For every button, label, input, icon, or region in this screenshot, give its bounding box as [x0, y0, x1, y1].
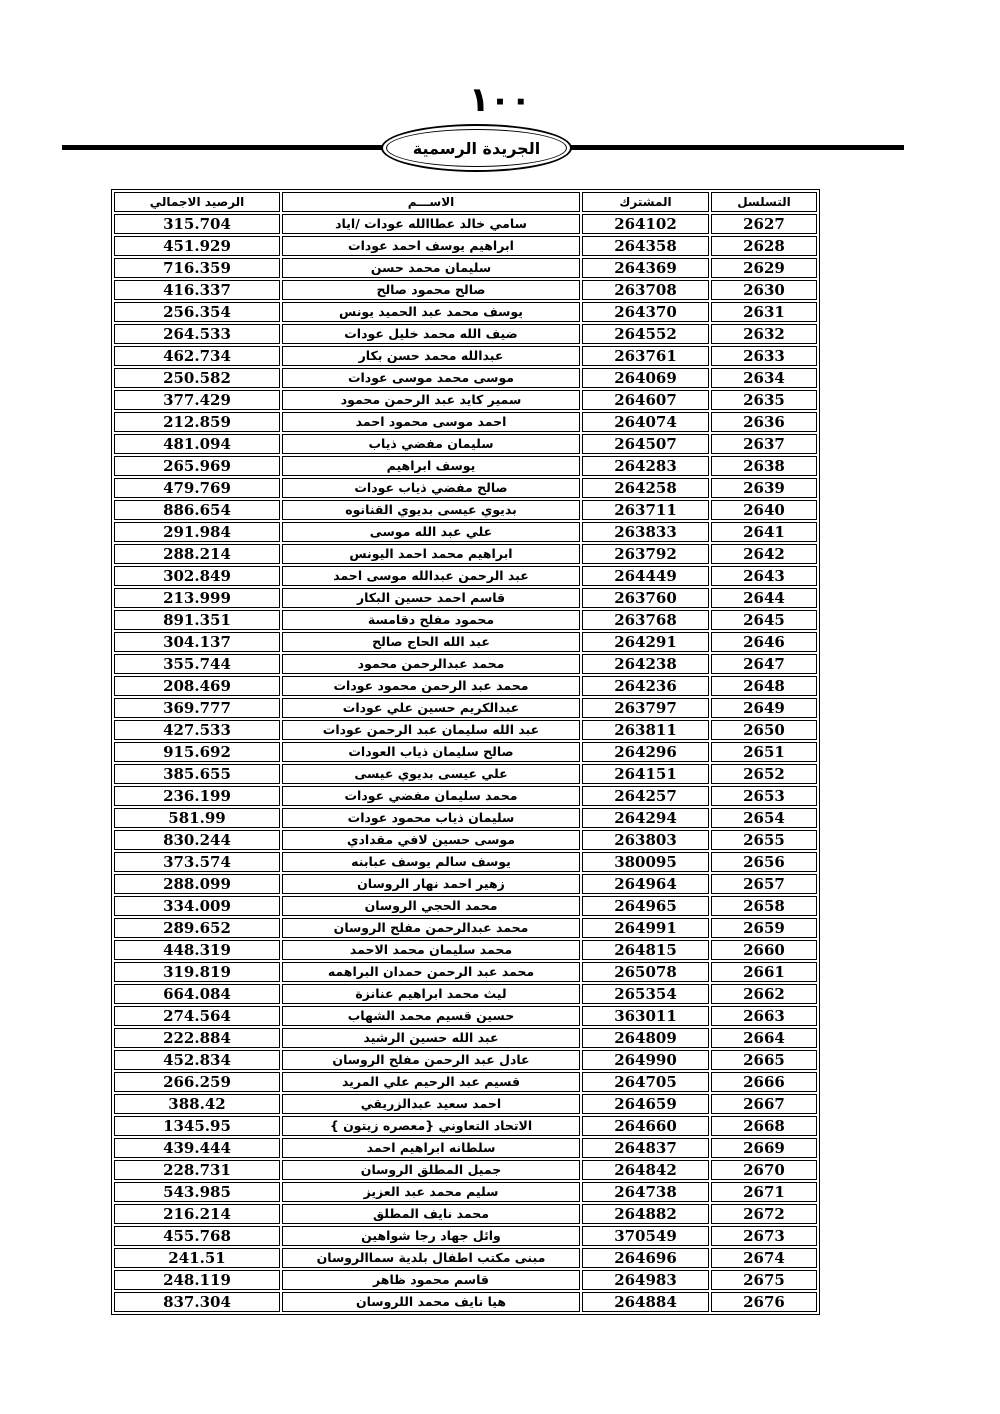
cell-name: علي عيسى بديوي عيسى	[282, 764, 580, 784]
cell-balance: 543.985	[114, 1182, 280, 1202]
cell-name: احمد موسى محمود احمد	[282, 412, 580, 432]
cell-balance: 716.359	[114, 258, 280, 278]
cell-balance: 334.009	[114, 896, 280, 916]
cell-balance: 266.259	[114, 1072, 280, 1092]
cell-serial: 2672	[711, 1204, 817, 1224]
header-serial: التسلسل	[711, 192, 817, 212]
table-row	[114, 742, 817, 762]
table-row	[114, 1116, 817, 1136]
cell-subscriber: 264258	[582, 478, 709, 498]
cell-balance: 291.984	[114, 522, 280, 542]
cell-balance: 462.734	[114, 346, 280, 366]
cell-subscriber: 264842	[582, 1160, 709, 1180]
table-row	[114, 478, 817, 498]
cell-name: يوسف ابراهيم	[282, 456, 580, 476]
table-row	[114, 918, 817, 938]
cell-balance: 216.214	[114, 1204, 280, 1224]
cell-name: الاتحاد التعاوني {معصره زيتون }	[282, 1116, 580, 1136]
table-row	[114, 302, 817, 322]
cell-balance: 1345.95	[114, 1116, 280, 1136]
cell-serial: 2660	[711, 940, 817, 960]
table-row	[114, 654, 817, 674]
cell-name: ابراهيم محمد احمد اليونس	[282, 544, 580, 564]
cell-balance: 886.654	[114, 500, 280, 520]
table-row	[114, 1050, 817, 1070]
cell-name: محمد سليمان مفضي عودات	[282, 786, 580, 806]
cell-name: عبد الله حسين الرشيد	[282, 1028, 580, 1048]
cell-balance: 264.533	[114, 324, 280, 344]
table-row	[114, 214, 817, 234]
cell-subscriber: 264991	[582, 918, 709, 938]
cell-serial: 2662	[711, 984, 817, 1004]
cell-balance: 289.652	[114, 918, 280, 938]
cell-subscriber: 263803	[582, 830, 709, 850]
cell-balance: 236.199	[114, 786, 280, 806]
cell-serial: 2654	[711, 808, 817, 828]
cell-subscriber: 264809	[582, 1028, 709, 1048]
cell-subscriber: 264990	[582, 1050, 709, 1070]
table-header-row	[114, 192, 817, 212]
cell-subscriber: 264236	[582, 676, 709, 696]
cell-balance: 265.969	[114, 456, 280, 476]
cell-balance: 385.655	[114, 764, 280, 784]
cell-balance: 891.351	[114, 610, 280, 630]
cell-subscriber: 264370	[582, 302, 709, 322]
cell-subscriber: 264815	[582, 940, 709, 960]
cell-serial: 2643	[711, 566, 817, 586]
table-row	[114, 1160, 817, 1180]
cell-balance: 830.244	[114, 830, 280, 850]
cell-subscriber: 370549	[582, 1226, 709, 1246]
cell-serial: 2667	[711, 1094, 817, 1114]
cell-balance: 388.42	[114, 1094, 280, 1114]
cell-balance: 213.999	[114, 588, 280, 608]
cell-serial: 2641	[711, 522, 817, 542]
cell-name: زهير احمد نهار الروسان	[282, 874, 580, 894]
cell-serial: 2629	[711, 258, 817, 278]
cell-serial: 2634	[711, 368, 817, 388]
cell-name: عبد الرحمن عبدالله موسى احمد	[282, 566, 580, 586]
cell-serial: 2649	[711, 698, 817, 718]
cell-balance: 222.884	[114, 1028, 280, 1048]
cell-subscriber: 264660	[582, 1116, 709, 1136]
cell-name: قاسم احمد حسين البكار	[282, 588, 580, 608]
cell-serial: 2633	[711, 346, 817, 366]
cell-serial: 2676	[711, 1292, 817, 1312]
cell-name: موسى حسين لافي مقدادي	[282, 830, 580, 850]
cell-subscriber: 263797	[582, 698, 709, 718]
cell-subscriber: 263708	[582, 280, 709, 300]
cell-balance: 455.768	[114, 1226, 280, 1246]
cell-subscriber: 363011	[582, 1006, 709, 1026]
cell-subscriber: 264449	[582, 566, 709, 586]
table-row	[114, 1094, 817, 1114]
cell-serial: 2670	[711, 1160, 817, 1180]
cell-subscriber: 264552	[582, 324, 709, 344]
table-row	[114, 368, 817, 388]
cell-serial: 2664	[711, 1028, 817, 1048]
cell-balance: 448.319	[114, 940, 280, 960]
cell-serial: 2648	[711, 676, 817, 696]
cell-name: صالح محمود صالح	[282, 280, 580, 300]
cell-serial: 2638	[711, 456, 817, 476]
cell-name: صالح مفضي ذياب عودات	[282, 478, 580, 498]
cell-name: قسيم عبد الرحيم علي المريد	[282, 1072, 580, 1092]
cell-serial: 2644	[711, 588, 817, 608]
cell-name: سليم محمد عبد العزيز	[282, 1182, 580, 1202]
cell-subscriber: 263711	[582, 500, 709, 520]
cell-balance: 416.337	[114, 280, 280, 300]
cell-name: عبد الله سليمان عبد الرحمن عودات	[282, 720, 580, 740]
cell-subscriber: 264283	[582, 456, 709, 476]
page-number: ١٠٠	[468, 80, 532, 120]
table-row	[114, 1248, 817, 1268]
table-row	[114, 610, 817, 630]
cell-balance: 256.354	[114, 302, 280, 322]
cell-serial: 2675	[711, 1270, 817, 1290]
cell-serial: 2671	[711, 1182, 817, 1202]
cell-subscriber: 264607	[582, 390, 709, 410]
cell-name: وائل جهاد رجا شواهين	[282, 1226, 580, 1246]
table-row	[114, 632, 817, 652]
cell-name: عبد الله الحاج صالح	[282, 632, 580, 652]
cell-balance: 377.429	[114, 390, 280, 410]
cell-serial: 2647	[711, 654, 817, 674]
cell-serial: 2640	[711, 500, 817, 520]
cell-name: سليمان ذياب محمود عودات	[282, 808, 580, 828]
records-table	[111, 189, 820, 1315]
cell-name: ليث محمد ابراهيم عنانزة	[282, 984, 580, 1004]
table-row	[114, 412, 817, 432]
cell-balance: 319.819	[114, 962, 280, 982]
cell-name: عبدالكريم حسين علي عودات	[282, 698, 580, 718]
table-row	[114, 1072, 817, 1092]
cell-balance: 274.564	[114, 1006, 280, 1026]
cell-serial: 2636	[711, 412, 817, 432]
header-balance: الرصيد الاجمالي	[114, 192, 280, 212]
cell-balance: 481.094	[114, 434, 280, 454]
cell-subscriber: 263760	[582, 588, 709, 608]
table-row	[114, 390, 817, 410]
table-body	[114, 214, 817, 1312]
cell-balance: 479.769	[114, 478, 280, 498]
cell-subscriber: 264659	[582, 1094, 709, 1114]
table-row	[114, 984, 817, 1004]
cell-balance: 837.304	[114, 1292, 280, 1312]
cell-balance: 248.119	[114, 1270, 280, 1290]
cell-subscriber: 264882	[582, 1204, 709, 1224]
cell-balance: 250.582	[114, 368, 280, 388]
cell-balance: 452.834	[114, 1050, 280, 1070]
cell-name: ضيف الله محمد خليل عودات	[282, 324, 580, 344]
cell-subscriber: 264069	[582, 368, 709, 388]
journal-title: الجريدة الرسمية	[412, 138, 541, 158]
cell-name: بديوي عيسى بديوي القنانوه	[282, 500, 580, 520]
table-row	[114, 940, 817, 960]
cell-subscriber: 264074	[582, 412, 709, 432]
cell-name: مبنى مكتب اطفال بلدية سماالروسان	[282, 1248, 580, 1268]
cell-name: هيا نايف محمد اللروسان	[282, 1292, 580, 1312]
cell-subscriber: 264964	[582, 874, 709, 894]
cell-name: احمد سعيد عبدالزريقي	[282, 1094, 580, 1114]
cell-subscriber: 380095	[582, 852, 709, 872]
cell-serial: 2668	[711, 1116, 817, 1136]
journal-title-oval	[381, 124, 572, 172]
cell-subscriber: 264291	[582, 632, 709, 652]
cell-serial: 2659	[711, 918, 817, 938]
cell-serial: 2674	[711, 1248, 817, 1268]
cell-subscriber: 264257	[582, 786, 709, 806]
cell-name: سليمان مفضي ذياب	[282, 434, 580, 454]
table-row	[114, 764, 817, 784]
cell-balance: 228.731	[114, 1160, 280, 1180]
cell-name: محمد نايف المطلق	[282, 1204, 580, 1224]
cell-serial: 2666	[711, 1072, 817, 1092]
cell-serial: 2642	[711, 544, 817, 564]
cell-subscriber: 264358	[582, 236, 709, 256]
cell-balance: 915.692	[114, 742, 280, 762]
cell-balance: 439.444	[114, 1138, 280, 1158]
cell-serial: 2657	[711, 874, 817, 894]
cell-subscriber: 264369	[582, 258, 709, 278]
cell-serial: 2665	[711, 1050, 817, 1070]
table-row	[114, 456, 817, 476]
table-row	[114, 1292, 817, 1312]
cell-name: سامي خالد عطاالله عودات /اياد	[282, 214, 580, 234]
cell-subscriber: 265354	[582, 984, 709, 1004]
cell-name: جميل المطلق الروسان	[282, 1160, 580, 1180]
table-row	[114, 874, 817, 894]
cell-balance: 373.574	[114, 852, 280, 872]
cell-balance: 427.533	[114, 720, 280, 740]
cell-subscriber: 264102	[582, 214, 709, 234]
cell-serial: 2630	[711, 280, 817, 300]
cell-subscriber: 263792	[582, 544, 709, 564]
cell-subscriber: 264238	[582, 654, 709, 674]
cell-name: يوسف سالم يوسف عبابنه	[282, 852, 580, 872]
table-row	[114, 522, 817, 542]
cell-name: ابراهيم يوسف احمد عودات	[282, 236, 580, 256]
cell-subscriber: 264507	[582, 434, 709, 454]
cell-name: محمد عبد الرحمن حمدان البراهمه	[282, 962, 580, 982]
cell-name: موسى محمد موسى عودات	[282, 368, 580, 388]
cell-balance: 355.744	[114, 654, 280, 674]
cell-name: محمد عبدالرحمن محمود	[282, 654, 580, 674]
cell-balance: 208.469	[114, 676, 280, 696]
cell-subscriber: 263761	[582, 346, 709, 366]
cell-balance: 451.929	[114, 236, 280, 256]
cell-subscriber: 263768	[582, 610, 709, 630]
table-row	[114, 786, 817, 806]
table-row	[114, 544, 817, 564]
table-row	[114, 588, 817, 608]
cell-serial: 2637	[711, 434, 817, 454]
cell-name: سمير كايد عبد الرحمن محمود	[282, 390, 580, 410]
cell-balance: 241.51	[114, 1248, 280, 1268]
cell-name: يوسف محمد عبد الحميد يونس	[282, 302, 580, 322]
cell-balance: 664.084	[114, 984, 280, 1004]
table-row	[114, 1270, 817, 1290]
cell-name: سلطانه ابراهيم احمد	[282, 1138, 580, 1158]
cell-balance: 581.99	[114, 808, 280, 828]
cell-serial: 2656	[711, 852, 817, 872]
table-row	[114, 1204, 817, 1224]
table-row	[114, 852, 817, 872]
cell-serial: 2653	[711, 786, 817, 806]
cell-serial: 2651	[711, 742, 817, 762]
table-row	[114, 1226, 817, 1246]
cell-serial: 2635	[711, 390, 817, 410]
cell-subscriber: 264965	[582, 896, 709, 916]
table-row	[114, 720, 817, 740]
cell-name: محمد عبد الرحمن محمود عودات	[282, 676, 580, 696]
cell-balance: 304.137	[114, 632, 280, 652]
cell-subscriber: 263811	[582, 720, 709, 740]
cell-subscriber: 264983	[582, 1270, 709, 1290]
cell-subscriber: 264151	[582, 764, 709, 784]
cell-name: عبدالله محمد حسن بكار	[282, 346, 580, 366]
table-row	[114, 1182, 817, 1202]
cell-serial: 2652	[711, 764, 817, 784]
cell-balance: 212.859	[114, 412, 280, 432]
cell-subscriber: 264296	[582, 742, 709, 762]
table-row	[114, 346, 817, 366]
cell-subscriber: 264738	[582, 1182, 709, 1202]
table-row	[114, 830, 817, 850]
cell-subscriber: 264884	[582, 1292, 709, 1312]
cell-name: سليمان محمد حسن	[282, 258, 580, 278]
cell-name: عادل عبد الرحمن مفلح الروسان	[282, 1050, 580, 1070]
table-row	[114, 962, 817, 982]
cell-name: حسين قسيم محمد الشهاب	[282, 1006, 580, 1026]
table-row	[114, 808, 817, 828]
cell-serial: 2673	[711, 1226, 817, 1246]
cell-subscriber: 263833	[582, 522, 709, 542]
table-row	[114, 500, 817, 520]
cell-name: محمد عبدالرحمن مفلح الروسان	[282, 918, 580, 938]
cell-balance: 288.099	[114, 874, 280, 894]
table-row	[114, 434, 817, 454]
table-row	[114, 1006, 817, 1026]
cell-serial: 2658	[711, 896, 817, 916]
table-row	[114, 566, 817, 586]
cell-balance: 302.849	[114, 566, 280, 586]
cell-name: محمد الحجي الروسان	[282, 896, 580, 916]
table-row	[114, 258, 817, 278]
table-row	[114, 896, 817, 916]
table-row	[114, 280, 817, 300]
cell-subscriber: 264696	[582, 1248, 709, 1268]
table-row	[114, 1028, 817, 1048]
cell-balance: 369.777	[114, 698, 280, 718]
cell-serial: 2631	[711, 302, 817, 322]
cell-name: صالح سليمان ذياب العودات	[282, 742, 580, 762]
cell-subscriber: 264294	[582, 808, 709, 828]
header-name: الاســـم	[282, 192, 580, 212]
cell-name: محمد سليمان محمد الاحمد	[282, 940, 580, 960]
table-row	[114, 698, 817, 718]
cell-serial: 2661	[711, 962, 817, 982]
cell-name: محمود مفلح دقامسة	[282, 610, 580, 630]
cell-serial: 2632	[711, 324, 817, 344]
cell-name: قاسم محمود ظاهر	[282, 1270, 580, 1290]
cell-subscriber: 264837	[582, 1138, 709, 1158]
cell-serial: 2646	[711, 632, 817, 652]
cell-subscriber: 264705	[582, 1072, 709, 1092]
cell-serial: 2669	[711, 1138, 817, 1158]
cell-serial: 2639	[711, 478, 817, 498]
cell-serial: 2627	[711, 214, 817, 234]
header-subscriber: المشترك	[582, 192, 709, 212]
cell-serial: 2628	[711, 236, 817, 256]
table-row	[114, 676, 817, 696]
cell-subscriber: 265078	[582, 962, 709, 982]
cell-serial: 2655	[711, 830, 817, 850]
cell-name: علي عبد الله موسى	[282, 522, 580, 542]
table-row	[114, 236, 817, 256]
table-row	[114, 324, 817, 344]
cell-balance: 288.214	[114, 544, 280, 564]
cell-balance: 315.704	[114, 214, 280, 234]
cell-serial: 2645	[711, 610, 817, 630]
table-row	[114, 1138, 817, 1158]
cell-serial: 2663	[711, 1006, 817, 1026]
cell-serial: 2650	[711, 720, 817, 740]
